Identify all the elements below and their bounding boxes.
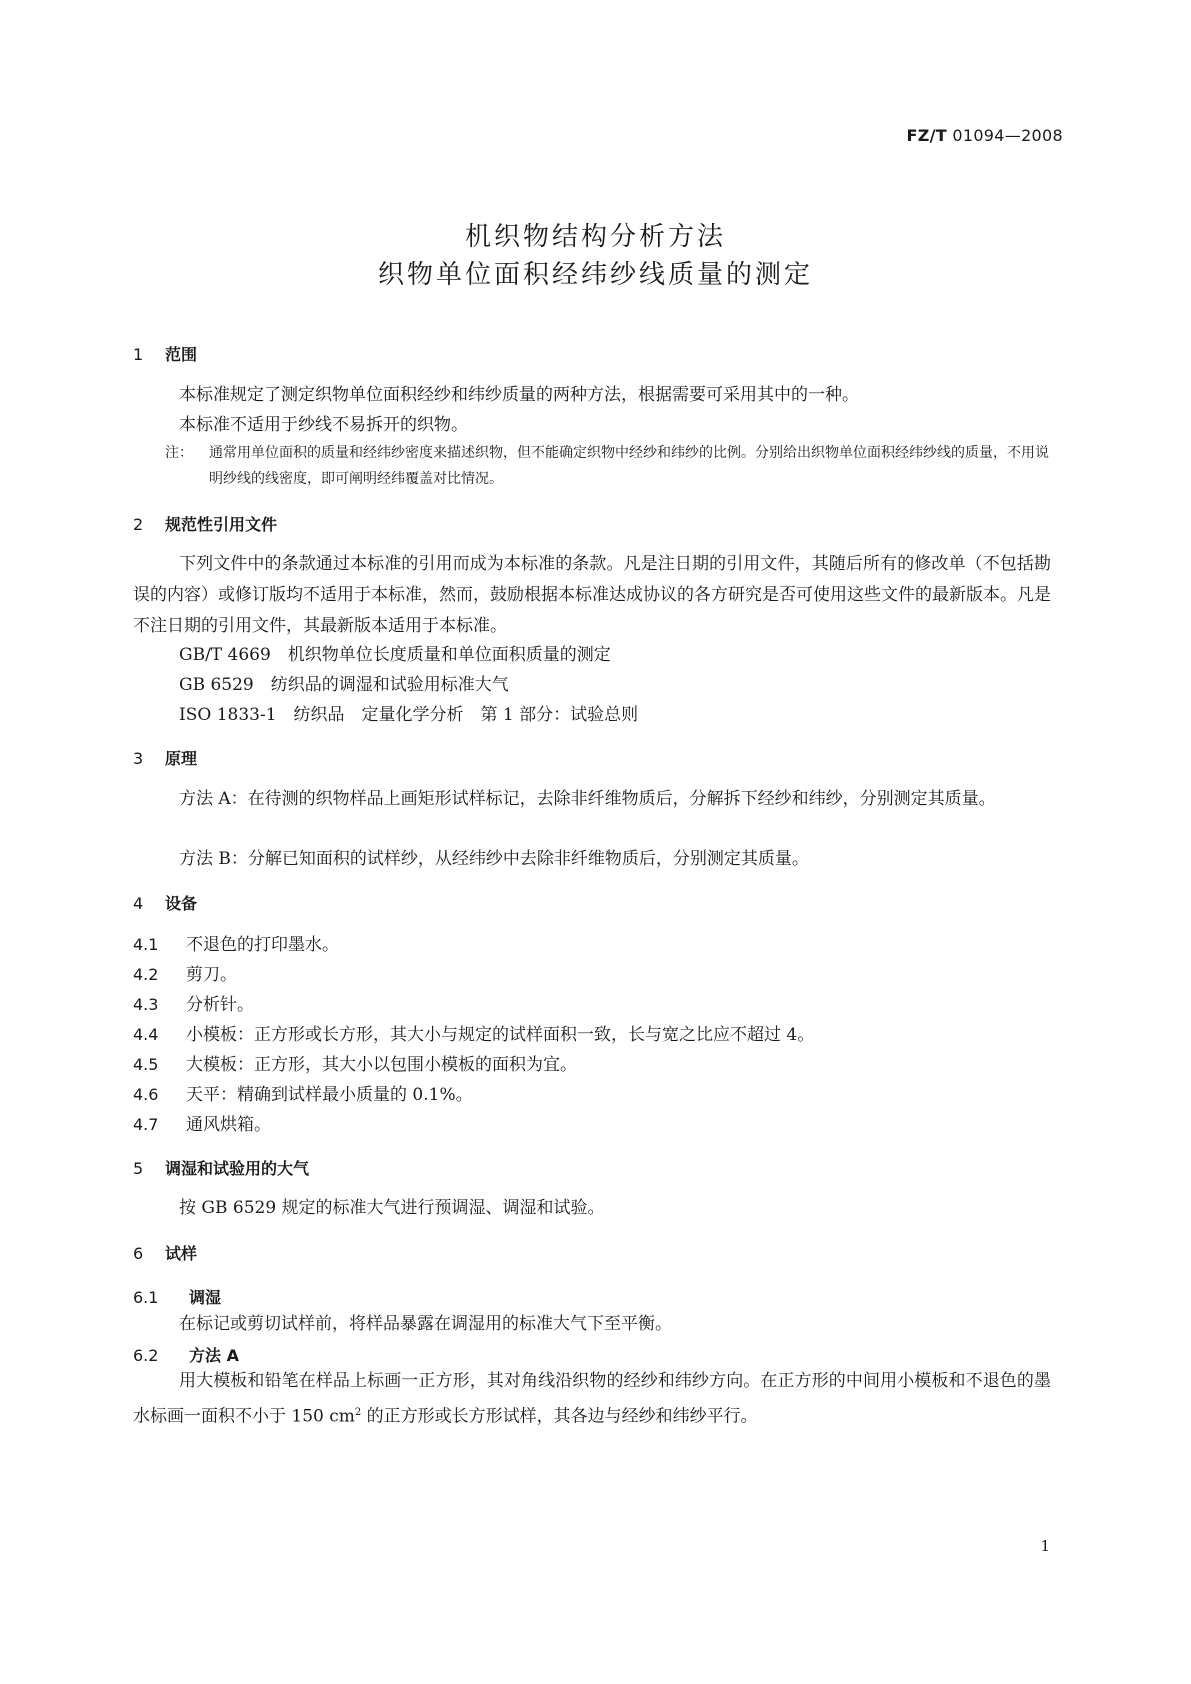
section-2-para-1: 下列文件中的条款通过本标准的引用而成为本标准的条款。凡是注日期的引用文件，其随后所有的修改单（不包括勘误的内容）或修订版均不适用于本标准，然而，鼓励根据本标准达成协议的各方研究是否可使用这些文件的最新版本。凡是不注日期的引用文件，其最新版本适用于本标准。: [133, 554, 1051, 636]
equipment-item: [133, 930, 339, 955]
section-4-heading: [133, 891, 197, 914]
section-number: 1: [133, 345, 144, 364]
item-number: 4.2: [133, 965, 159, 984]
section-6-2-para-1: [133, 1366, 1051, 1433]
equipment-item: [133, 960, 237, 985]
equipment-item: [133, 990, 254, 1015]
para-text: 的正方形或长方形试样，其各边与经纱和纬纱平行。: [361, 1406, 758, 1427]
note-label: 注：: [165, 445, 193, 461]
section-title: 范围: [165, 345, 198, 364]
reference-item: ISO 1833-1 纺织品 定量化学分析 第 1 部分：试验总则: [179, 705, 639, 725]
item-text: 大模板：正方形，其大小以包围小模板的面积为宜。: [186, 1055, 577, 1075]
section-3-para-1: 方法 A：在待测的织物样品上画矩形试样标记，去除非纤维物质后，分解拆下经纱和纬纱，分别测定其质量。: [179, 789, 996, 809]
section-1-note: [165, 440, 1051, 492]
section-5-para-1: 按 GB 6529 规定的标准大气进行预调湿、调湿和试验。: [179, 1198, 605, 1218]
section-title: 规范性引用文件: [165, 515, 278, 534]
section-6-2-heading: [133, 1343, 239, 1366]
section-6-heading: [133, 1241, 197, 1264]
equipment-item: [133, 1080, 473, 1105]
section-number: 6: [133, 1244, 144, 1263]
standard-code: 01094—2008: [946, 126, 1063, 145]
section-number: 4: [133, 894, 144, 913]
equipment-item: [133, 1110, 271, 1135]
section-1-para-2: 本标准不适用于纱线不易拆开的织物。: [179, 415, 468, 435]
section-1-heading: [133, 342, 197, 365]
item-number: 4.7: [133, 1115, 159, 1134]
section-6-1-heading: [133, 1285, 221, 1308]
section-3-heading: [133, 746, 197, 769]
section-number: 6.1: [133, 1288, 159, 1307]
section-1-para-1: 本标准规定了测定织物单位面积经纱和纬纱质量的两种方法，根据需要可采用其中的一种。: [179, 385, 859, 405]
section-2-heading: [133, 512, 277, 535]
para-text: 用大模板和铅笔在样品上标画一正方形，其对角线沿织物的经纱和纬纱方向。在正方形的中间用小模板和不退色的墨水标画一面积不小于 150 cm: [133, 1371, 1051, 1427]
reference-item: GB/T 4669 机织物单位长度质量和单位面积质量的测定: [179, 645, 611, 665]
page-number: 1: [1040, 1537, 1050, 1555]
reference-item: GB 6529 纺织品的调湿和试验用标准大气: [179, 675, 509, 695]
item-number: 4.5: [133, 1055, 159, 1074]
item-number: 4.6: [133, 1085, 159, 1104]
item-text: 剪刀。: [186, 965, 237, 985]
item-text: 分析针。: [186, 995, 254, 1015]
item-text: 天平：精确到试样最小质量的 0.1%。: [186, 1085, 473, 1105]
item-text: 小模板：正方形或长方形，其大小与规定的试样面积一致，长与宽之比应不超过 4。: [186, 1025, 815, 1045]
superscript: 2: [354, 1407, 362, 1418]
section-number: 6.2: [133, 1346, 159, 1365]
section-title: 试样: [165, 1244, 198, 1263]
equipment-item: [133, 1050, 577, 1075]
section-3-para-2: 方法 B：分解已知面积的试样纱，从经纬纱中去除非纤维物质后，分别测定其质量。: [179, 849, 809, 869]
standard-number: [906, 126, 1063, 145]
item-number: 4.4: [133, 1025, 159, 1044]
section-6-1-para-1: 在标记或剪切试样前，将样品暴露在调湿用的标准大气下至平衡。: [179, 1314, 672, 1334]
item-text: 通风烘箱。: [186, 1115, 271, 1135]
section-5-heading: [133, 1156, 309, 1179]
section-number: 3: [133, 749, 144, 768]
title-line-1: 机织物结构分析方法: [464, 222, 726, 252]
section-number: 2: [133, 515, 144, 534]
section-title: 调湿和试验用的大气: [165, 1159, 310, 1178]
section-title: 原理: [165, 749, 198, 768]
title-line-2: 织物单位面积经纬纱线质量的测定: [377, 260, 813, 290]
section-title: 调湿: [189, 1288, 222, 1307]
equipment-item: [133, 1020, 814, 1045]
section-number: 5: [133, 1159, 144, 1178]
item-number: 4.1: [133, 935, 159, 954]
item-number: 4.3: [133, 995, 159, 1014]
note-text: 通常用单位面积的质量和经纬纱密度来描述织物，但不能确定织物中经纱和纬纱的比例。分别给出织物单位面积经纬纱线的质量，不用说明纱线的线密度，即可阐明经纬覆盖对比情况。: [209, 445, 1049, 487]
standard-prefix: FZ/T: [906, 126, 947, 145]
item-text: 不退色的打印墨水。: [186, 935, 339, 955]
section-title: 方法 A: [189, 1346, 239, 1365]
section-title: 设备: [165, 894, 198, 913]
